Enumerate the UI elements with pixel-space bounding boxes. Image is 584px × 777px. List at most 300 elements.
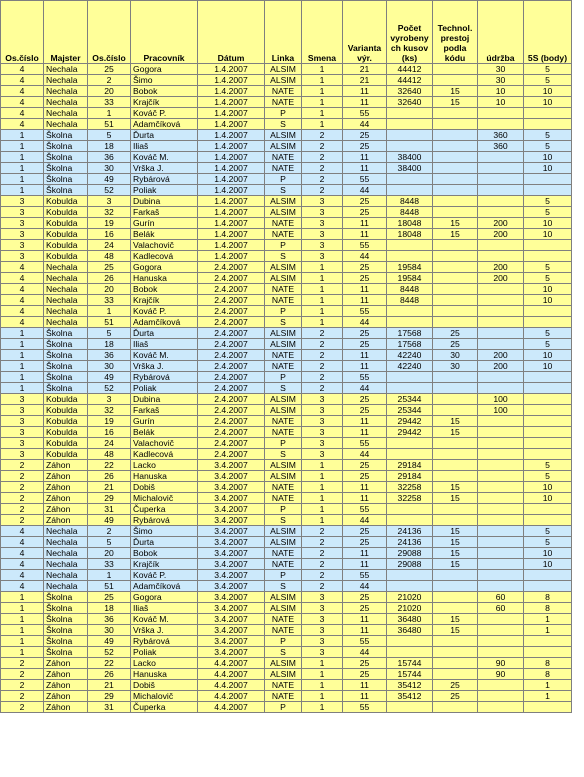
- cell-5s-body[interactable]: [524, 240, 572, 251]
- cell-os-cislo[interactable]: 24: [88, 240, 131, 251]
- cell-5s-body[interactable]: 5: [524, 526, 572, 537]
- cell-smena[interactable]: 3: [302, 592, 343, 603]
- cell-os-cislo-majster[interactable]: 4: [1, 97, 44, 108]
- cell-os-cislo[interactable]: 48: [88, 251, 131, 262]
- cell-udrzba[interactable]: 200: [478, 218, 524, 229]
- cell-smena[interactable]: 3: [302, 647, 343, 658]
- cell-varianta[interactable]: 11: [343, 416, 387, 427]
- cell-5s-body[interactable]: 5: [524, 339, 572, 350]
- cell-smena[interactable]: 1: [302, 284, 343, 295]
- cell-udrzba[interactable]: [478, 559, 524, 570]
- cell-datum[interactable]: 1.4.2007: [198, 64, 265, 75]
- cell-varianta[interactable]: 11: [343, 614, 387, 625]
- cell-5s-body[interactable]: 10: [524, 163, 572, 174]
- cell-pocet-kusov[interactable]: 25344: [387, 405, 433, 416]
- cell-technol-prestoj[interactable]: [433, 317, 478, 328]
- cell-linka[interactable]: NATE: [265, 86, 302, 97]
- cell-os-cislo-majster[interactable]: 2: [1, 702, 44, 713]
- cell-varianta[interactable]: 44: [343, 449, 387, 460]
- cell-pocet-kusov[interactable]: 15744: [387, 658, 433, 669]
- cell-datum[interactable]: 2.4.2007: [198, 273, 265, 284]
- cell-os-cislo-majster[interactable]: 1: [1, 361, 44, 372]
- cell-os-cislo[interactable]: 51: [88, 119, 131, 130]
- cell-technol-prestoj[interactable]: 15: [433, 427, 478, 438]
- cell-os-cislo-majster[interactable]: 3: [1, 207, 44, 218]
- cell-os-cislo[interactable]: 36: [88, 614, 131, 625]
- cell-smena[interactable]: 1: [302, 702, 343, 713]
- cell-os-cislo-majster[interactable]: 2: [1, 471, 44, 482]
- cell-varianta[interactable]: 25: [343, 526, 387, 537]
- cell-os-cislo-majster[interactable]: 4: [1, 548, 44, 559]
- cell-pocet-kusov[interactable]: 42240: [387, 350, 433, 361]
- cell-smena[interactable]: 2: [302, 372, 343, 383]
- cell-technol-prestoj[interactable]: 25: [433, 691, 478, 702]
- cell-os-cislo-majster[interactable]: 4: [1, 570, 44, 581]
- cell-pocet-kusov[interactable]: 35412: [387, 680, 433, 691]
- cell-majster[interactable]: Kobulda: [44, 207, 88, 218]
- cell-datum[interactable]: 2.4.2007: [198, 262, 265, 273]
- cell-linka[interactable]: S: [265, 383, 302, 394]
- cell-os-cislo[interactable]: 18: [88, 141, 131, 152]
- cell-majster[interactable]: Záhon: [44, 658, 88, 669]
- cell-technol-prestoj[interactable]: [433, 372, 478, 383]
- cell-majster[interactable]: Nechala: [44, 97, 88, 108]
- cell-5s-body[interactable]: 10: [524, 493, 572, 504]
- cell-datum[interactable]: 3.4.2007: [198, 636, 265, 647]
- cell-linka[interactable]: P: [265, 702, 302, 713]
- cell-varianta[interactable]: 55: [343, 108, 387, 119]
- cell-udrzba[interactable]: [478, 284, 524, 295]
- cell-datum[interactable]: 1.4.2007: [198, 196, 265, 207]
- cell-pocet-kusov[interactable]: 44412: [387, 75, 433, 86]
- cell-technol-prestoj[interactable]: [433, 570, 478, 581]
- cell-pocet-kusov[interactable]: [387, 372, 433, 383]
- cell-udrzba[interactable]: 100: [478, 394, 524, 405]
- cell-pocet-kusov[interactable]: 29442: [387, 427, 433, 438]
- cell-pracovnik[interactable]: Poliak: [131, 185, 198, 196]
- cell-majster[interactable]: Školna: [44, 372, 88, 383]
- cell-linka[interactable]: NATE: [265, 559, 302, 570]
- cell-linka[interactable]: ALSIM: [265, 328, 302, 339]
- cell-udrzba[interactable]: [478, 427, 524, 438]
- cell-majster[interactable]: Školna: [44, 174, 88, 185]
- cell-smena[interactable]: 3: [302, 218, 343, 229]
- cell-datum[interactable]: 2.4.2007: [198, 383, 265, 394]
- cell-udrzba[interactable]: [478, 636, 524, 647]
- cell-pocet-kusov[interactable]: [387, 438, 433, 449]
- cell-pocet-kusov[interactable]: 8448: [387, 207, 433, 218]
- cell-os-cislo-majster[interactable]: 4: [1, 262, 44, 273]
- cell-udrzba[interactable]: 360: [478, 130, 524, 141]
- cell-5s-body[interactable]: [524, 570, 572, 581]
- cell-technol-prestoj[interactable]: 15: [433, 614, 478, 625]
- cell-pracovnik[interactable]: Michalovič: [131, 493, 198, 504]
- cell-smena[interactable]: 3: [302, 636, 343, 647]
- cell-pracovnik[interactable]: Vrška J.: [131, 361, 198, 372]
- cell-pracovnik[interactable]: Dubina: [131, 394, 198, 405]
- cell-linka[interactable]: ALSIM: [265, 130, 302, 141]
- cell-linka[interactable]: NATE: [265, 152, 302, 163]
- cell-pocet-kusov[interactable]: [387, 383, 433, 394]
- cell-pracovnik[interactable]: Michalovič: [131, 691, 198, 702]
- cell-datum[interactable]: 1.4.2007: [198, 108, 265, 119]
- cell-datum[interactable]: 1.4.2007: [198, 97, 265, 108]
- cell-os-cislo-majster[interactable]: 1: [1, 350, 44, 361]
- cell-varianta[interactable]: 25: [343, 603, 387, 614]
- cell-varianta[interactable]: 55: [343, 306, 387, 317]
- cell-technol-prestoj[interactable]: 15: [433, 559, 478, 570]
- cell-os-cislo-majster[interactable]: 3: [1, 251, 44, 262]
- cell-os-cislo[interactable]: 26: [88, 471, 131, 482]
- cell-pracovnik[interactable]: Gogora: [131, 592, 198, 603]
- cell-smena[interactable]: 1: [302, 97, 343, 108]
- cell-varianta[interactable]: 25: [343, 141, 387, 152]
- cell-smena[interactable]: 1: [302, 493, 343, 504]
- header-technol-prestoj[interactable]: Technol. prestoj podla kódu: [433, 1, 478, 64]
- cell-majster[interactable]: Školna: [44, 603, 88, 614]
- cell-smena[interactable]: 1: [302, 669, 343, 680]
- cell-5s-body[interactable]: 5: [524, 207, 572, 218]
- cell-udrzba[interactable]: [478, 482, 524, 493]
- cell-technol-prestoj[interactable]: [433, 273, 478, 284]
- cell-varianta[interactable]: 25: [343, 592, 387, 603]
- cell-technol-prestoj[interactable]: 15: [433, 625, 478, 636]
- cell-smena[interactable]: 2: [302, 339, 343, 350]
- cell-os-cislo-majster[interactable]: 3: [1, 405, 44, 416]
- cell-os-cislo-majster[interactable]: 4: [1, 581, 44, 592]
- cell-pracovnik[interactable]: Šimo: [131, 75, 198, 86]
- cell-varianta[interactable]: 44: [343, 119, 387, 130]
- cell-technol-prestoj[interactable]: [433, 295, 478, 306]
- cell-os-cislo[interactable]: 24: [88, 438, 131, 449]
- cell-datum[interactable]: 3.4.2007: [198, 493, 265, 504]
- cell-pocet-kusov[interactable]: [387, 174, 433, 185]
- cell-pracovnik[interactable]: Farkaš: [131, 405, 198, 416]
- cell-smena[interactable]: 3: [302, 207, 343, 218]
- cell-majster[interactable]: Školna: [44, 361, 88, 372]
- cell-udrzba[interactable]: [478, 339, 524, 350]
- cell-os-cislo-majster[interactable]: 1: [1, 328, 44, 339]
- cell-varianta[interactable]: 25: [343, 471, 387, 482]
- cell-5s-body[interactable]: 10: [524, 361, 572, 372]
- cell-varianta[interactable]: 25: [343, 207, 387, 218]
- cell-linka[interactable]: P: [265, 636, 302, 647]
- cell-os-cislo[interactable]: 32: [88, 405, 131, 416]
- cell-5s-body[interactable]: 10: [524, 229, 572, 240]
- cell-pocet-kusov[interactable]: [387, 317, 433, 328]
- cell-datum[interactable]: 3.4.2007: [198, 471, 265, 482]
- cell-udrzba[interactable]: [478, 185, 524, 196]
- cell-os-cislo-majster[interactable]: 1: [1, 647, 44, 658]
- cell-5s-body[interactable]: 10: [524, 295, 572, 306]
- cell-os-cislo[interactable]: 31: [88, 504, 131, 515]
- cell-5s-body[interactable]: 5: [524, 328, 572, 339]
- cell-udrzba[interactable]: [478, 581, 524, 592]
- cell-datum[interactable]: 4.4.2007: [198, 669, 265, 680]
- cell-majster[interactable]: Nechala: [44, 570, 88, 581]
- cell-pocet-kusov[interactable]: [387, 636, 433, 647]
- cell-majster[interactable]: Nechala: [44, 559, 88, 570]
- cell-pracovnik[interactable]: Belák: [131, 229, 198, 240]
- cell-os-cislo[interactable]: 49: [88, 372, 131, 383]
- cell-pocet-kusov[interactable]: [387, 570, 433, 581]
- cell-5s-body[interactable]: [524, 647, 572, 658]
- cell-varianta[interactable]: 44: [343, 581, 387, 592]
- cell-varianta[interactable]: 11: [343, 97, 387, 108]
- cell-majster[interactable]: Záhon: [44, 482, 88, 493]
- cell-os-cislo-majster[interactable]: 4: [1, 526, 44, 537]
- cell-linka[interactable]: NATE: [265, 295, 302, 306]
- cell-smena[interactable]: 1: [302, 295, 343, 306]
- cell-5s-body[interactable]: [524, 449, 572, 460]
- cell-5s-body[interactable]: [524, 636, 572, 647]
- cell-majster[interactable]: Školna: [44, 647, 88, 658]
- cell-os-cislo-majster[interactable]: 3: [1, 416, 44, 427]
- cell-datum[interactable]: 4.4.2007: [198, 680, 265, 691]
- cell-os-cislo[interactable]: 22: [88, 658, 131, 669]
- cell-smena[interactable]: 2: [302, 537, 343, 548]
- cell-varianta[interactable]: 11: [343, 86, 387, 97]
- cell-os-cislo-majster[interactable]: 2: [1, 691, 44, 702]
- cell-5s-body[interactable]: [524, 174, 572, 185]
- cell-majster[interactable]: Nechala: [44, 295, 88, 306]
- cell-pocet-kusov[interactable]: 24136: [387, 537, 433, 548]
- cell-datum[interactable]: 3.4.2007: [198, 570, 265, 581]
- cell-majster[interactable]: Záhon: [44, 680, 88, 691]
- cell-majster[interactable]: Školna: [44, 130, 88, 141]
- cell-pracovnik[interactable]: Kováč M.: [131, 152, 198, 163]
- cell-os-cislo[interactable]: 36: [88, 152, 131, 163]
- cell-udrzba[interactable]: [478, 548, 524, 559]
- cell-linka[interactable]: NATE: [265, 548, 302, 559]
- cell-technol-prestoj[interactable]: [433, 603, 478, 614]
- cell-pocet-kusov[interactable]: 17568: [387, 339, 433, 350]
- cell-pocet-kusov[interactable]: 21020: [387, 592, 433, 603]
- cell-5s-body[interactable]: 10: [524, 284, 572, 295]
- cell-linka[interactable]: S: [265, 515, 302, 526]
- cell-smena[interactable]: 2: [302, 328, 343, 339]
- cell-majster[interactable]: Nechala: [44, 262, 88, 273]
- cell-udrzba[interactable]: 10: [478, 97, 524, 108]
- cell-smena[interactable]: 3: [302, 251, 343, 262]
- cell-linka[interactable]: P: [265, 504, 302, 515]
- cell-5s-body[interactable]: 1: [524, 691, 572, 702]
- cell-varianta[interactable]: 55: [343, 504, 387, 515]
- cell-pracovnik[interactable]: Lacko: [131, 658, 198, 669]
- cell-pracovnik[interactable]: Poliak: [131, 383, 198, 394]
- cell-technol-prestoj[interactable]: [433, 636, 478, 647]
- cell-os-cislo[interactable]: 21: [88, 482, 131, 493]
- cell-5s-body[interactable]: 5: [524, 64, 572, 75]
- cell-udrzba[interactable]: [478, 152, 524, 163]
- cell-5s-body[interactable]: [524, 405, 572, 416]
- cell-pracovnik[interactable]: Ďurta: [131, 130, 198, 141]
- cell-majster[interactable]: Záhon: [44, 515, 88, 526]
- cell-smena[interactable]: 3: [302, 427, 343, 438]
- cell-os-cislo[interactable]: 1: [88, 570, 131, 581]
- cell-5s-body[interactable]: 5: [524, 273, 572, 284]
- cell-os-cislo-majster[interactable]: 4: [1, 537, 44, 548]
- cell-linka[interactable]: ALSIM: [265, 603, 302, 614]
- cell-datum[interactable]: 1.4.2007: [198, 130, 265, 141]
- cell-linka[interactable]: ALSIM: [265, 460, 302, 471]
- cell-technol-prestoj[interactable]: [433, 207, 478, 218]
- cell-varianta[interactable]: 25: [343, 339, 387, 350]
- cell-5s-body[interactable]: 5: [524, 471, 572, 482]
- cell-linka[interactable]: NATE: [265, 97, 302, 108]
- cell-linka[interactable]: NATE: [265, 218, 302, 229]
- cell-os-cislo[interactable]: 25: [88, 592, 131, 603]
- cell-smena[interactable]: 2: [302, 383, 343, 394]
- cell-linka[interactable]: ALSIM: [265, 273, 302, 284]
- cell-pocet-kusov[interactable]: 29088: [387, 548, 433, 559]
- cell-datum[interactable]: 1.4.2007: [198, 240, 265, 251]
- cell-pocet-kusov[interactable]: [387, 647, 433, 658]
- cell-5s-body[interactable]: [524, 504, 572, 515]
- cell-technol-prestoj[interactable]: 30: [433, 361, 478, 372]
- cell-pocet-kusov[interactable]: 32640: [387, 86, 433, 97]
- cell-varianta[interactable]: 11: [343, 284, 387, 295]
- cell-linka[interactable]: NATE: [265, 229, 302, 240]
- cell-os-cislo-majster[interactable]: 1: [1, 603, 44, 614]
- cell-5s-body[interactable]: 5: [524, 75, 572, 86]
- cell-varianta[interactable]: 25: [343, 405, 387, 416]
- cell-pracovnik[interactable]: Gurín: [131, 416, 198, 427]
- cell-pocet-kusov[interactable]: 32258: [387, 493, 433, 504]
- cell-technol-prestoj[interactable]: [433, 185, 478, 196]
- cell-udrzba[interactable]: [478, 163, 524, 174]
- cell-os-cislo[interactable]: 51: [88, 317, 131, 328]
- cell-technol-prestoj[interactable]: [433, 658, 478, 669]
- cell-5s-body[interactable]: 10: [524, 152, 572, 163]
- cell-pracovnik[interactable]: Krajčík: [131, 559, 198, 570]
- cell-5s-body[interactable]: [524, 317, 572, 328]
- cell-smena[interactable]: 2: [302, 174, 343, 185]
- cell-pracovnik[interactable]: Gogora: [131, 262, 198, 273]
- cell-smena[interactable]: 1: [302, 75, 343, 86]
- cell-technol-prestoj[interactable]: 15: [433, 493, 478, 504]
- cell-linka[interactable]: ALSIM: [265, 75, 302, 86]
- cell-os-cislo[interactable]: 51: [88, 581, 131, 592]
- cell-udrzba[interactable]: [478, 207, 524, 218]
- cell-majster[interactable]: Kobulda: [44, 240, 88, 251]
- cell-linka[interactable]: NATE: [265, 493, 302, 504]
- cell-os-cislo-majster[interactable]: 2: [1, 504, 44, 515]
- cell-majster[interactable]: Nechala: [44, 537, 88, 548]
- cell-linka[interactable]: S: [265, 185, 302, 196]
- cell-5s-body[interactable]: 10: [524, 97, 572, 108]
- cell-udrzba[interactable]: [478, 372, 524, 383]
- cell-smena[interactable]: 3: [302, 603, 343, 614]
- cell-technol-prestoj[interactable]: [433, 306, 478, 317]
- cell-majster[interactable]: Záhon: [44, 460, 88, 471]
- cell-datum[interactable]: 1.4.2007: [198, 218, 265, 229]
- cell-majster[interactable]: Školna: [44, 383, 88, 394]
- cell-pocet-kusov[interactable]: 15744: [387, 669, 433, 680]
- cell-pocet-kusov[interactable]: [387, 130, 433, 141]
- cell-technol-prestoj[interactable]: [433, 130, 478, 141]
- cell-linka[interactable]: P: [265, 306, 302, 317]
- cell-os-cislo-majster[interactable]: 3: [1, 438, 44, 449]
- cell-smena[interactable]: 1: [302, 86, 343, 97]
- cell-linka[interactable]: S: [265, 317, 302, 328]
- cell-pocet-kusov[interactable]: [387, 141, 433, 152]
- cell-varianta[interactable]: 25: [343, 130, 387, 141]
- cell-datum[interactable]: 1.4.2007: [198, 86, 265, 97]
- cell-technol-prestoj[interactable]: 15: [433, 229, 478, 240]
- cell-majster[interactable]: Nechala: [44, 548, 88, 559]
- cell-smena[interactable]: 3: [302, 405, 343, 416]
- cell-linka[interactable]: S: [265, 119, 302, 130]
- cell-os-cislo[interactable]: 20: [88, 548, 131, 559]
- cell-udrzba[interactable]: [478, 449, 524, 460]
- cell-technol-prestoj[interactable]: [433, 394, 478, 405]
- cell-varianta[interactable]: 25: [343, 460, 387, 471]
- cell-pracovnik[interactable]: Čuperka: [131, 504, 198, 515]
- cell-majster[interactable]: Školna: [44, 350, 88, 361]
- cell-smena[interactable]: 2: [302, 350, 343, 361]
- cell-majster[interactable]: Nechala: [44, 75, 88, 86]
- cell-pracovnik[interactable]: Krajčík: [131, 295, 198, 306]
- cell-linka[interactable]: NATE: [265, 691, 302, 702]
- cell-datum[interactable]: 3.4.2007: [198, 537, 265, 548]
- cell-5s-body[interactable]: 10: [524, 218, 572, 229]
- cell-pocet-kusov[interactable]: 36480: [387, 625, 433, 636]
- cell-os-cislo-majster[interactable]: 2: [1, 669, 44, 680]
- cell-udrzba[interactable]: 200: [478, 262, 524, 273]
- cell-pracovnik[interactable]: Rybárová: [131, 372, 198, 383]
- cell-pocet-kusov[interactable]: [387, 119, 433, 130]
- cell-os-cislo[interactable]: 3: [88, 196, 131, 207]
- cell-datum[interactable]: 1.4.2007: [198, 229, 265, 240]
- cell-majster[interactable]: Kobulda: [44, 229, 88, 240]
- cell-technol-prestoj[interactable]: [433, 163, 478, 174]
- cell-udrzba[interactable]: [478, 570, 524, 581]
- cell-datum[interactable]: 1.4.2007: [198, 141, 265, 152]
- cell-linka[interactable]: NATE: [265, 614, 302, 625]
- cell-majster[interactable]: Nechala: [44, 526, 88, 537]
- cell-pracovnik[interactable]: Kováč M.: [131, 614, 198, 625]
- cell-udrzba[interactable]: 60: [478, 603, 524, 614]
- cell-datum[interactable]: 2.4.2007: [198, 416, 265, 427]
- cell-os-cislo-majster[interactable]: 3: [1, 394, 44, 405]
- cell-linka[interactable]: ALSIM: [265, 394, 302, 405]
- cell-udrzba[interactable]: [478, 108, 524, 119]
- cell-5s-body[interactable]: [524, 119, 572, 130]
- cell-technol-prestoj[interactable]: [433, 592, 478, 603]
- cell-os-cislo-majster[interactable]: 4: [1, 317, 44, 328]
- cell-linka[interactable]: P: [265, 372, 302, 383]
- cell-smena[interactable]: 1: [302, 119, 343, 130]
- cell-varianta[interactable]: 11: [343, 152, 387, 163]
- cell-os-cislo[interactable]: 26: [88, 669, 131, 680]
- cell-smena[interactable]: 2: [302, 163, 343, 174]
- cell-os-cislo-majster[interactable]: 4: [1, 86, 44, 97]
- cell-os-cislo-majster[interactable]: 1: [1, 130, 44, 141]
- cell-smena[interactable]: 3: [302, 394, 343, 405]
- cell-pracovnik[interactable]: Adamčíková: [131, 581, 198, 592]
- cell-udrzba[interactable]: [478, 174, 524, 185]
- cell-smena[interactable]: 1: [302, 471, 343, 482]
- cell-os-cislo[interactable]: 48: [88, 449, 131, 460]
- cell-majster[interactable]: Školna: [44, 614, 88, 625]
- cell-pocet-kusov[interactable]: [387, 240, 433, 251]
- cell-majster[interactable]: Školna: [44, 185, 88, 196]
- cell-pocet-kusov[interactable]: 17568: [387, 328, 433, 339]
- cell-majster[interactable]: Školna: [44, 625, 88, 636]
- cell-udrzba[interactable]: [478, 471, 524, 482]
- cell-os-cislo[interactable]: 31: [88, 702, 131, 713]
